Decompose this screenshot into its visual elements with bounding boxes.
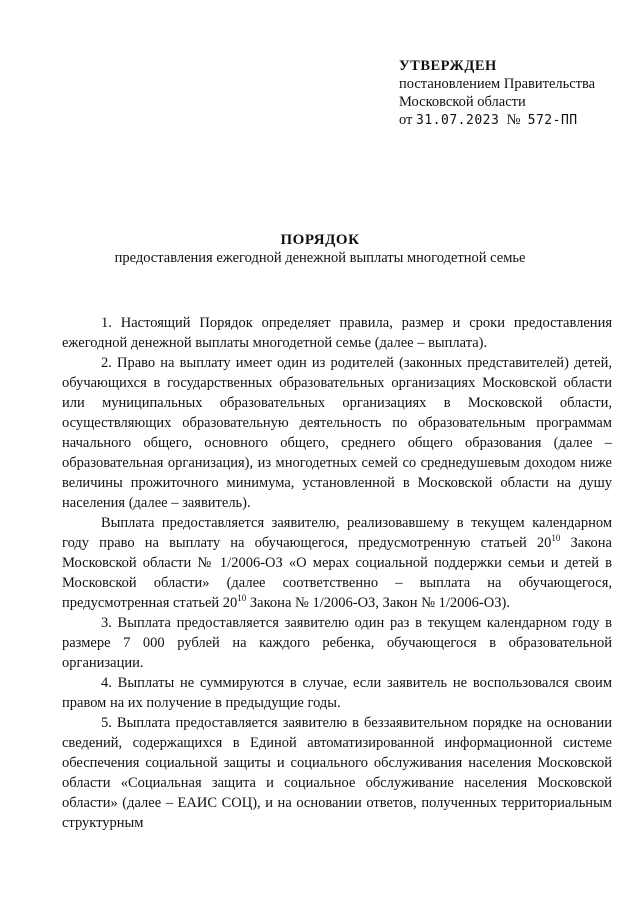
approval-line-2: Московской области	[399, 94, 526, 110]
paragraph-3	[62, 513, 612, 613]
number-sign: №	[506, 112, 521, 128]
number-value: 572-ПП	[527, 113, 578, 128]
approval-block	[399, 57, 595, 130]
date-prefix: от	[399, 112, 413, 128]
paragraph-6: 5. Выплата предоставляется заявителю в беззаявительном порядке на основании сведений, содержащихся в Единой автоматизированной информационной системе обеспечения социальной защиты и социального обслуживания населения Московской области «Социальная защита и социальное обслуживание населения Московской области» (далее – ЕАИС СОЦ), и на основании ответов, полученных территориальным структурным	[62, 715, 612, 831]
paragraph-3-part-c: Закона № 1/2006-ОЗ, Закон № 1/2006-ОЗ).	[246, 595, 510, 611]
approval-heading: УТВЕРЖДЕН	[399, 58, 497, 74]
document-title: ПОРЯДОК	[280, 232, 360, 248]
superscript-article: 10	[237, 593, 247, 604]
paragraph-5: 4. Выплаты не суммируются в случае, если заявитель не воспользовался своим правом на их получение в предыдущие годы.	[62, 675, 612, 711]
paragraph-3-part-a: Выплата предоставляется заявителю, реализовавшему в текущем календарном году право на выплату на обучающегося, предусмотренную статьей 20	[62, 515, 612, 551]
superscript-article: 10	[551, 533, 561, 544]
paragraph-1: 1. Настоящий Порядок определяет правила, размер и сроки предоставления ежегодной денежной выплаты многодетной семье (далее – выплата).	[62, 315, 612, 351]
document-subtitle: предоставления ежегодной денежной выплаты многодетной семье	[114, 250, 526, 266]
paragraph-3-part-b: Закона Московской области № 1/2006-ОЗ «О мерах социальной поддержки семьи и детей в Московской области» (далее соответственно – выплата на обучающегося, предусмотренная статьей 20	[62, 535, 612, 611]
approval-line-1: постановлением Правительства	[399, 76, 596, 92]
document-body	[62, 313, 612, 833]
date-value: 31.07.2023	[416, 113, 500, 128]
paragraph-2: 2. Право на выплату имеет один из родителей (законных представителей) детей, обучающихся в государственных образовательных организациях Московской области или муниципальных образовательных организациях в Московской области, осуществляющих образовательную деятельность по образовательным программам начального общего, основного общего, среднего общего образования (далее – образовательная организация), из многодетных семей со среднедушевым доходом ниже величины прожиточного минимума, установленной в Московской области на душу населения (далее – заявитель).	[62, 355, 612, 511]
paragraph-4: 3. Выплата предоставляется заявителю один раз в текущем календарном году в размере 7 000 рублей на каждого ребенка, обучающегося в образовательной организации.	[62, 615, 612, 671]
approval-date-line	[399, 111, 595, 130]
